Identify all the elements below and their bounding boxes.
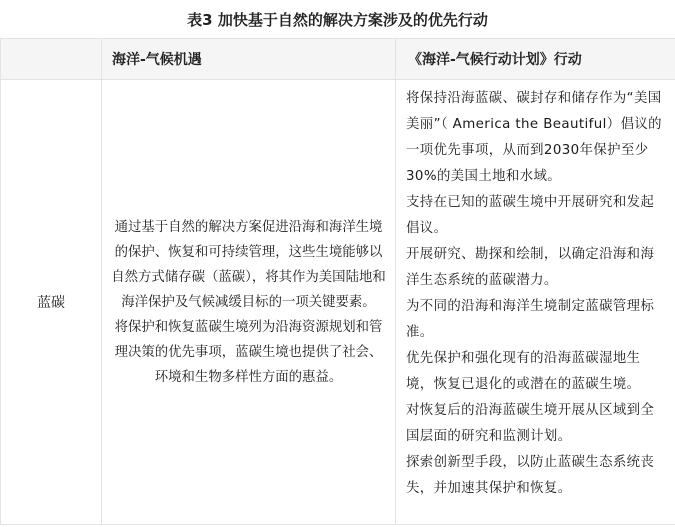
header-opportunity: 海洋-气候机遇 <box>102 39 396 80</box>
priority-actions-table <box>0 38 675 525</box>
action-item: 支持在已知的蓝碳生境中开展研究和发起倡议。 <box>406 195 655 236</box>
action-item: 探索创新型手段，以防止蓝碳生态系统丧失，并加速其保护和恢复。 <box>406 455 655 496</box>
action-item: 将保持沿海蓝碳、碳封存和储存作为“美国美丽”（ America the Beautiful）倡议的一项优先事项，从而到2030年保护至少30%的美国土地和水域。 <box>406 91 662 184</box>
actions-cell <box>396 80 675 525</box>
header-actions: 《海洋-气候行动计划》行动 <box>396 39 675 80</box>
action-item: 开展研究、勘探和绘制，以确定沿海和海洋生态系统的蓝碳潜力。 <box>406 247 655 288</box>
table-header-row <box>1 39 675 80</box>
action-item: 对恢复后的沿海蓝碳生境开展从区域到全国层面的研究和监测计划。 <box>406 403 655 444</box>
opportunity-paragraph: 将保护和恢复蓝碳生境列为沿海资源规划和管理决策的优先事项，蓝碳生境也提供了社会、环境和生物多样性方面的惠益。 <box>114 319 383 385</box>
action-item: 为不同的沿海和海洋生境制定蓝碳管理标准。 <box>406 299 655 340</box>
opportunity-paragraph: 通过基于自然的解决方案促进沿海和海洋生境的保护、恢复和可持续管理，这些生境能够以自然方式储存碳（蓝碳），将其作为美国陆地和海洋保护及气候减缓目标的一项关键要素。 <box>111 219 386 310</box>
category-cell: 蓝碳 <box>1 80 102 525</box>
opportunity-cell <box>102 80 396 525</box>
action-item: 优先保护和强化现有的沿海蓝碳湿地生境，恢复已退化的或潜在的蓝碳生境。 <box>406 351 641 392</box>
table-row <box>1 80 675 525</box>
header-category <box>1 39 102 80</box>
table-caption: 表3 加快基于自然的解决方案涉及的优先行动 <box>187 11 488 29</box>
